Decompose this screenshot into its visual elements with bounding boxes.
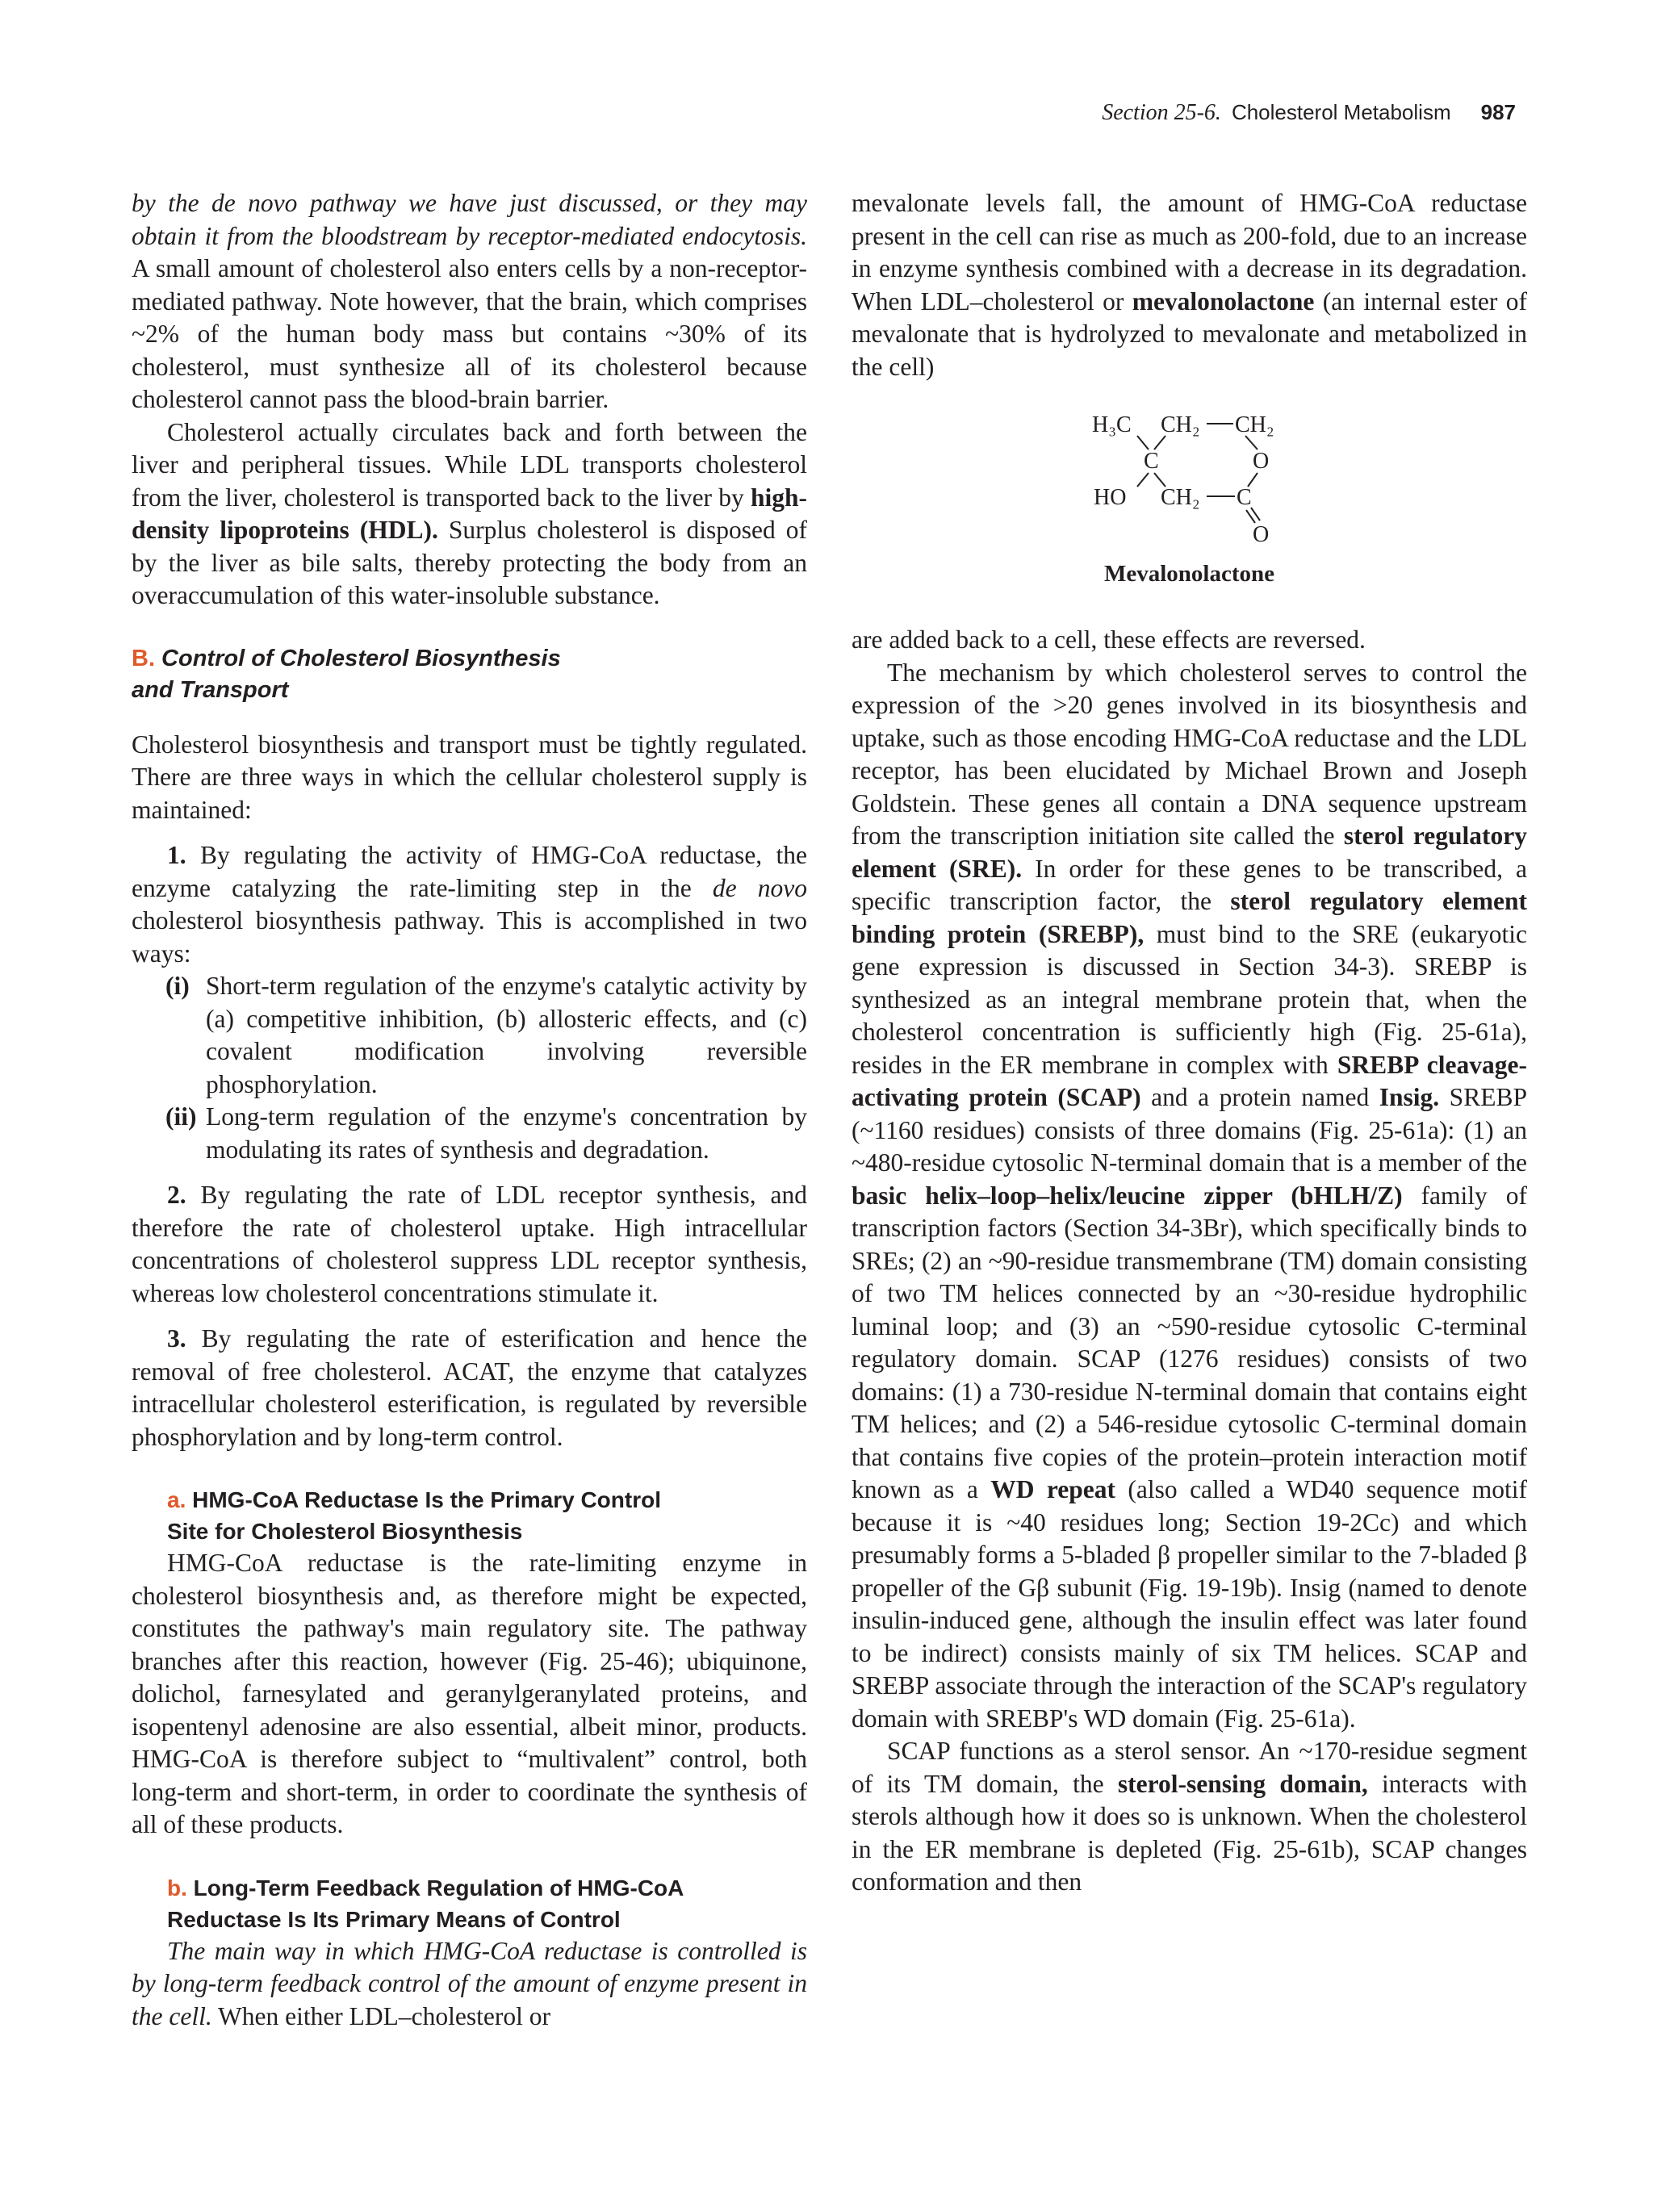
- atom-ch2-c: CH₂: [1161, 485, 1200, 510]
- atom-o1: O: [1253, 449, 1270, 474]
- paragraph: The main way in which HMG-CoA reductase is controlled is by long-term feedback control of the amount of enzyme present in the cell. When either LDL–cholesterol or: [132, 1936, 807, 2030]
- paragraph: by the de novo pathway we have just discussed, or they may obtain it from the bloodstream by receptor-mediated endocytosis. A small amount of cholesterol also enters cells by a non-receptor-mediated pathway. Note however, that the brain, which comprises ~2% of the human body mass but contains ~30% of its cholesterol, must synthesize all of its cholesterol because cholesterol cannot pass the blood-brain barrier.: [132, 189, 807, 413]
- mevalonolactone-structure: [852, 399, 1527, 617]
- list-item: 2. By regulating the rate of LDL receptor synthesis, and therefore the rate of cholesterol uptake. High intracellular concentrations of cholesterol suppress LDL receptor synthesis, whereas low cholesterol concentrations stimulate it.: [132, 1181, 807, 1307]
- section-heading-b: B. Control of Cholesterol Biosynthesis and Transport: [132, 645, 561, 703]
- bond: [1137, 436, 1149, 450]
- paragraph: Cholesterol actually circulates back and forth between the liver and peripheral tissues. While LDL transports cholesterol from the liver, cholesterol is transported back to the liver by high-density lipoproteins (HDL). Surplus cholesterol is disposed of by the liver as bile salts, thereby protecting the body from an overaccumulation of this water-insoluble substance.: [132, 417, 807, 609]
- header-section: Section 25-6.: [1102, 100, 1221, 125]
- sub-list-item: (ii) Long-term regulation of the enzyme's concentration by modulating its rates of synthesis and degradation.: [165, 1102, 807, 1164]
- atom-ch2-b: CH₂: [1235, 412, 1274, 437]
- left-column: [132, 187, 807, 2033]
- paragraph: mevalonate levels fall, the amount of HMG-CoA reductase present in the cell can rise as much as 200-fold, due to an increase in enzyme synthesis combined with a decrease in its degradation. When LDL–cholesterol or mevalonolactone (an internal ester of mevalonate that is hydrolyzed to mevalonate and metabolized in the cell): [852, 189, 1527, 381]
- bond: [1248, 473, 1258, 487]
- paragraph: are added back to a cell, these effects are reversed.: [852, 625, 1366, 654]
- atom-h3c: H₃C: [1092, 412, 1132, 437]
- atom-o2: O: [1253, 522, 1270, 547]
- running-header: [1102, 100, 1516, 126]
- bond: [1245, 436, 1258, 450]
- atom-c2: C: [1237, 485, 1252, 510]
- structure-caption: Mevalonolactone: [1103, 561, 1274, 587]
- subsection-heading-a: a. HMG-CoA Reductase Is the Primary Control Site for Cholesterol Biosynthesis: [167, 1487, 661, 1544]
- atom-ho: HO: [1094, 485, 1127, 510]
- atom-ch2-a: CH₂: [1161, 412, 1200, 437]
- bond: [1137, 473, 1149, 487]
- atom-c1: C: [1144, 449, 1159, 474]
- list-item: 1. By regulating the activity of HMG-CoA reductase, the enzyme catalyzing the rate-limiting step in the de novo cholesterol biosynthesis pathway. This is accomplished in two ways:: [132, 841, 807, 968]
- paragraph: SCAP functions as a sterol sensor. An ~170-residue segment of its TM domain, the sterol-sensing domain, interacts with sterols although how it does so is unknown. When the cholesterol in the ER membrane is depleted (Fig. 25-61b), SCAP changes conformation and then: [852, 1737, 1528, 1896]
- paragraph: HMG-CoA reductase is the rate-limiting enzyme in cholesterol biosynthesis and, as therefore might be expected, constitutes the pathway's main regulatory site. The pathway branches after this reaction, however (Fig. 25-46); ubiquinone, dolichol, farnesylated and geranylgeranylated proteins, and isopentenyl adenosine are also essential, albeit minor, products. HMG-CoA is therefore subject to “multivalent” control, both long-term and short-term, in order to coordinate the synthesis of all of these products.: [132, 1549, 807, 1838]
- bond: [1154, 473, 1165, 487]
- subsection-heading-b: b. Long-Term Feedback Regulation of HMG-CoA Reductase Is Its Primary Means of Control: [167, 1875, 684, 1932]
- paragraph: The mechanism by which cholesterol serves to control the expression of the >20 genes involved in its biosynthesis and uptake, such as those encoding HMG-CoA reductase and the LDL receptor, has been elucidated by Michael Brown and Joseph Goldstein. These genes all contain a DNA sequence upstream from the transcription initiation site called the sterol regulatory element (SRE). In order for these genes to be transcribed, a specific transcription factor, the sterol regulatory element binding protein (SREBP), must bind to the SRE (eukaryotic gene expression is discussed in Section 34-3). SREBP is synthesized as an integral membrane protein that, when the cholesterol concentration is sufficiently high (Fig. 25-61a), resides in the ER membrane in complex with SREBP cleavage-activating protein (SCAP) and a protein named Insig. SREBP (~1160 residues) consists of three domains (Fig. 25-61a): (1) an ~480-residue cytosolic N-terminal domain that is a member of the basic helix–loop–helix/leucine zipper (bHLH/Z) family of transcription factors (Section 34-3Br), which specifically binds to SREs; (2) an ~90-residue transmembrane (TM) domain consisting of two TM helices connected by an ~30-residue hydrophilic luminal loop; and (3) an ~590-residue cytosolic C-terminal regulatory domain. SCAP (1276 residues) consists of two domains: (1) a 730-residue N-terminal domain that contains eight TM helices; and (2) a 546-residue cytosolic C-terminal domain that contains five copies of the protein–protein interaction motif known as a WD repeat (also called a WD40 sequence motif because it is ~40 residues long; Section 19-2Cc) and which presumably forms a 5-bladed β propeller similar to the 7-bladed β propeller of the Gβ subunit (Fig. 19-19b). Insig (named to denote insulin-induced gene, although the insulin effect was later found to be indirect) consists mainly of six TM helices. SCAP and SREBP associate through the interaction of the SCAP's regulatory domain with SREBP's WD domain (Fig. 25-61a).: [852, 658, 1528, 1733]
- sub-list-item: (i) Short-term regulation of the enzyme's catalytic activity by (a) competitive inhibition, (b) allosteric effects, and (c) covalent modification involving reversible phosphorylation.: [165, 972, 807, 1098]
- header-title: Cholesterol Metabolism: [1231, 100, 1451, 124]
- paragraph: Cholesterol biosynthesis and transport must be tightly regulated. There are three ways in which the cellular cholesterol supply is maintained:: [132, 730, 807, 824]
- right-column: [852, 187, 1527, 1899]
- bond: [1154, 436, 1165, 450]
- list-item: 3. By regulating the rate of esterification and hence the removal of free cholesterol. ACAT, the enzyme that catalyzes intracellular cholesterol esterification, is regulated by reversible phosphorylation and by long-term control.: [132, 1324, 807, 1451]
- page-number: 987: [1480, 100, 1516, 124]
